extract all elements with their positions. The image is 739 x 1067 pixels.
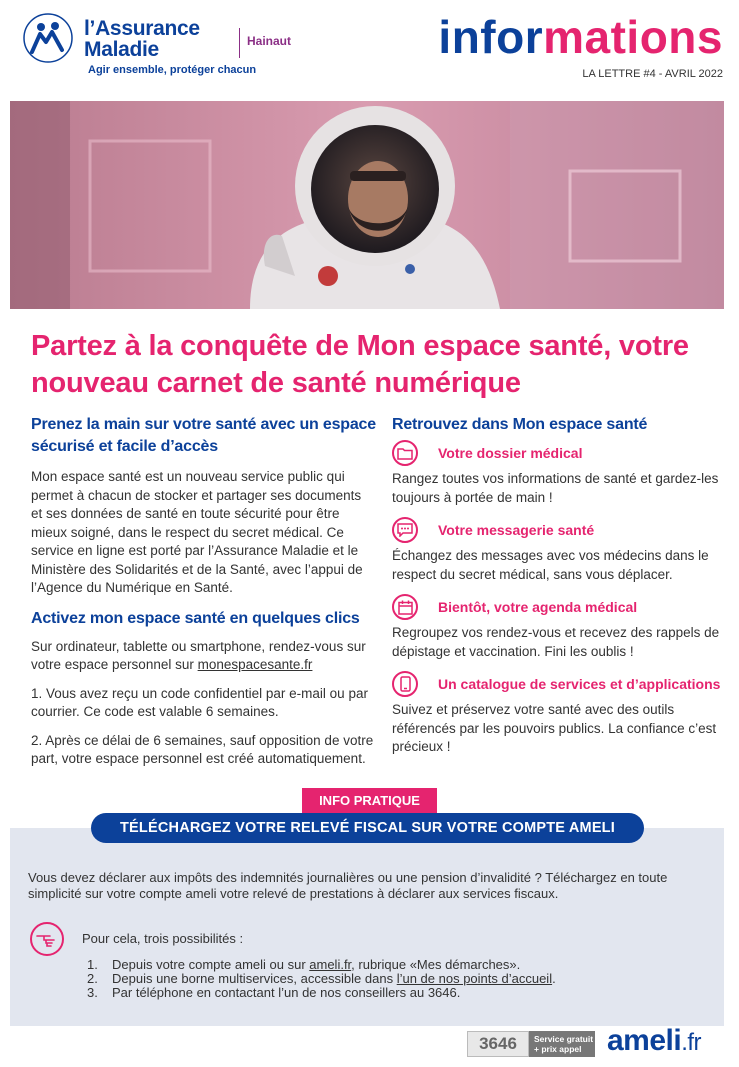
service-price-badge: Service gratuit + prix appel [529,1031,595,1057]
info-label: INFO PRATIQUE [302,788,437,814]
feature-medical-record-text: Rangez toutes vos informations de santé et gardez-les toujours à portée de main ! [392,471,719,505]
feature-agenda-text: Regroupez vos rendez-vous et recevez des rappels de dépistage et vaccination. Fini les oublis ! [392,625,720,659]
right-column [392,414,728,757]
chat-icon [392,517,418,543]
ameli-link[interactable]: ameli.fr [309,957,352,972]
calendar-icon [392,594,418,620]
smartphone-icon [392,671,418,697]
issue-label: LA LETTRE #4 - AVRIL 2022 [582,68,723,80]
feature-messaging-text: Échangez des messages avec vos médecins dans le respect du secret médical, sans vous déplacer. [392,548,709,582]
intro-paragraph: Mon espace santé est un nouveau service public qui permet à chacun de stocker et partager ses documents et ses données de santé en toute sécurité pour être mieux soigné, dans le respect du secret médical. Ce service en ligne est porté par l’Assurance Maladie et le Ministère des Solidarités et de la Santé, avec l’appui de l’Agence du Numérique en Santé. [31,469,363,595]
accueil-points-link[interactable]: l’un de nos points d’accueil [396,971,553,986]
monespacesante-link[interactable]: monespacesante.fr [197,657,313,672]
option-item-3: 3. Par téléphone en contactant l’un de nos conseillers au 3646. [87,985,461,1000]
folder-icon [392,440,418,466]
logo-tagline: Agir ensemble, protéger chacun [88,64,257,76]
feature-messaging: Votre messagerie santé [392,517,728,543]
masthead-title: informations [438,11,723,63]
logo-separator [239,28,240,58]
left-column [31,414,376,769]
ameli-logo: ameli.fr [607,1024,702,1057]
hero-astronaut-image [10,101,724,309]
activation-step-1: 1. Vous avez reçu un code confidentiel par e-mail ou par courrier. Ce code est valable 6 semaines. [31,685,368,719]
activation-step-2: 2. Après ce délai de 6 semaines, sauf opposition de votre part, votre espace personnel est créé automatiquement. [31,732,374,766]
feature-catalogue-text: Suivez et préservez votre santé avec des outils référencés par les pouvoirs publics. La confiance c’est précieux ! [392,702,717,754]
region-label: Hainaut [247,34,292,48]
possibilities-label: Pour cela, trois possibilités : [82,931,244,946]
option-item-2: 2. Depuis une borne multiservices, accessible dans l’un de nos points d’accueil. [87,971,556,986]
feature-medical-record: Votre dossier médical [392,440,728,466]
activation-paragraph: Sur ordinateur, tablette ou smartphone, rendez-vous sur votre espace personnel sur monespacesante.fr [31,638,366,672]
info-intro: Vous devez déclarer aux impôts des indemnités journalières ou une pension d’invalidité ? Téléchargez en toute simplicité sur votre compte ameli votre relevé de prestations à déclarer aux services fiscaux. [28,870,668,901]
options-list [87,958,556,1000]
logo-title: l’Assurance Maladie [84,17,200,61]
header [0,0,739,100]
pointing-hand-icon [30,922,64,956]
section-heading-secure-space: Prenez la main sur votre santé avec un espace sécurisé et facile d’accès [31,416,376,455]
feature-agenda: Bientôt, votre agenda médical [392,594,728,620]
article-title: Partez à la conquête de Mon espace santé, votre nouveau carnet de santé numérique [31,330,689,399]
option-item-1: 1. Depuis votre compte ameli ou sur ameli.fr, rubrique «Mes démarches». [87,957,521,972]
phone-number-badge: 3646 [467,1031,529,1057]
feature-catalogue: Un catalogue de services et d’applications [392,671,728,697]
assurance-maladie-logo-icon [22,12,74,64]
section-heading-features: Retrouvez dans Mon espace santé [392,416,648,433]
info-banner-title: TÉLÉCHARGEZ VOTRE RELEVÉ FISCAL SUR VOTRE COMPTE AMELI [91,813,644,843]
section-heading-activate: Activez mon espace santé en quelques clics [31,609,360,627]
